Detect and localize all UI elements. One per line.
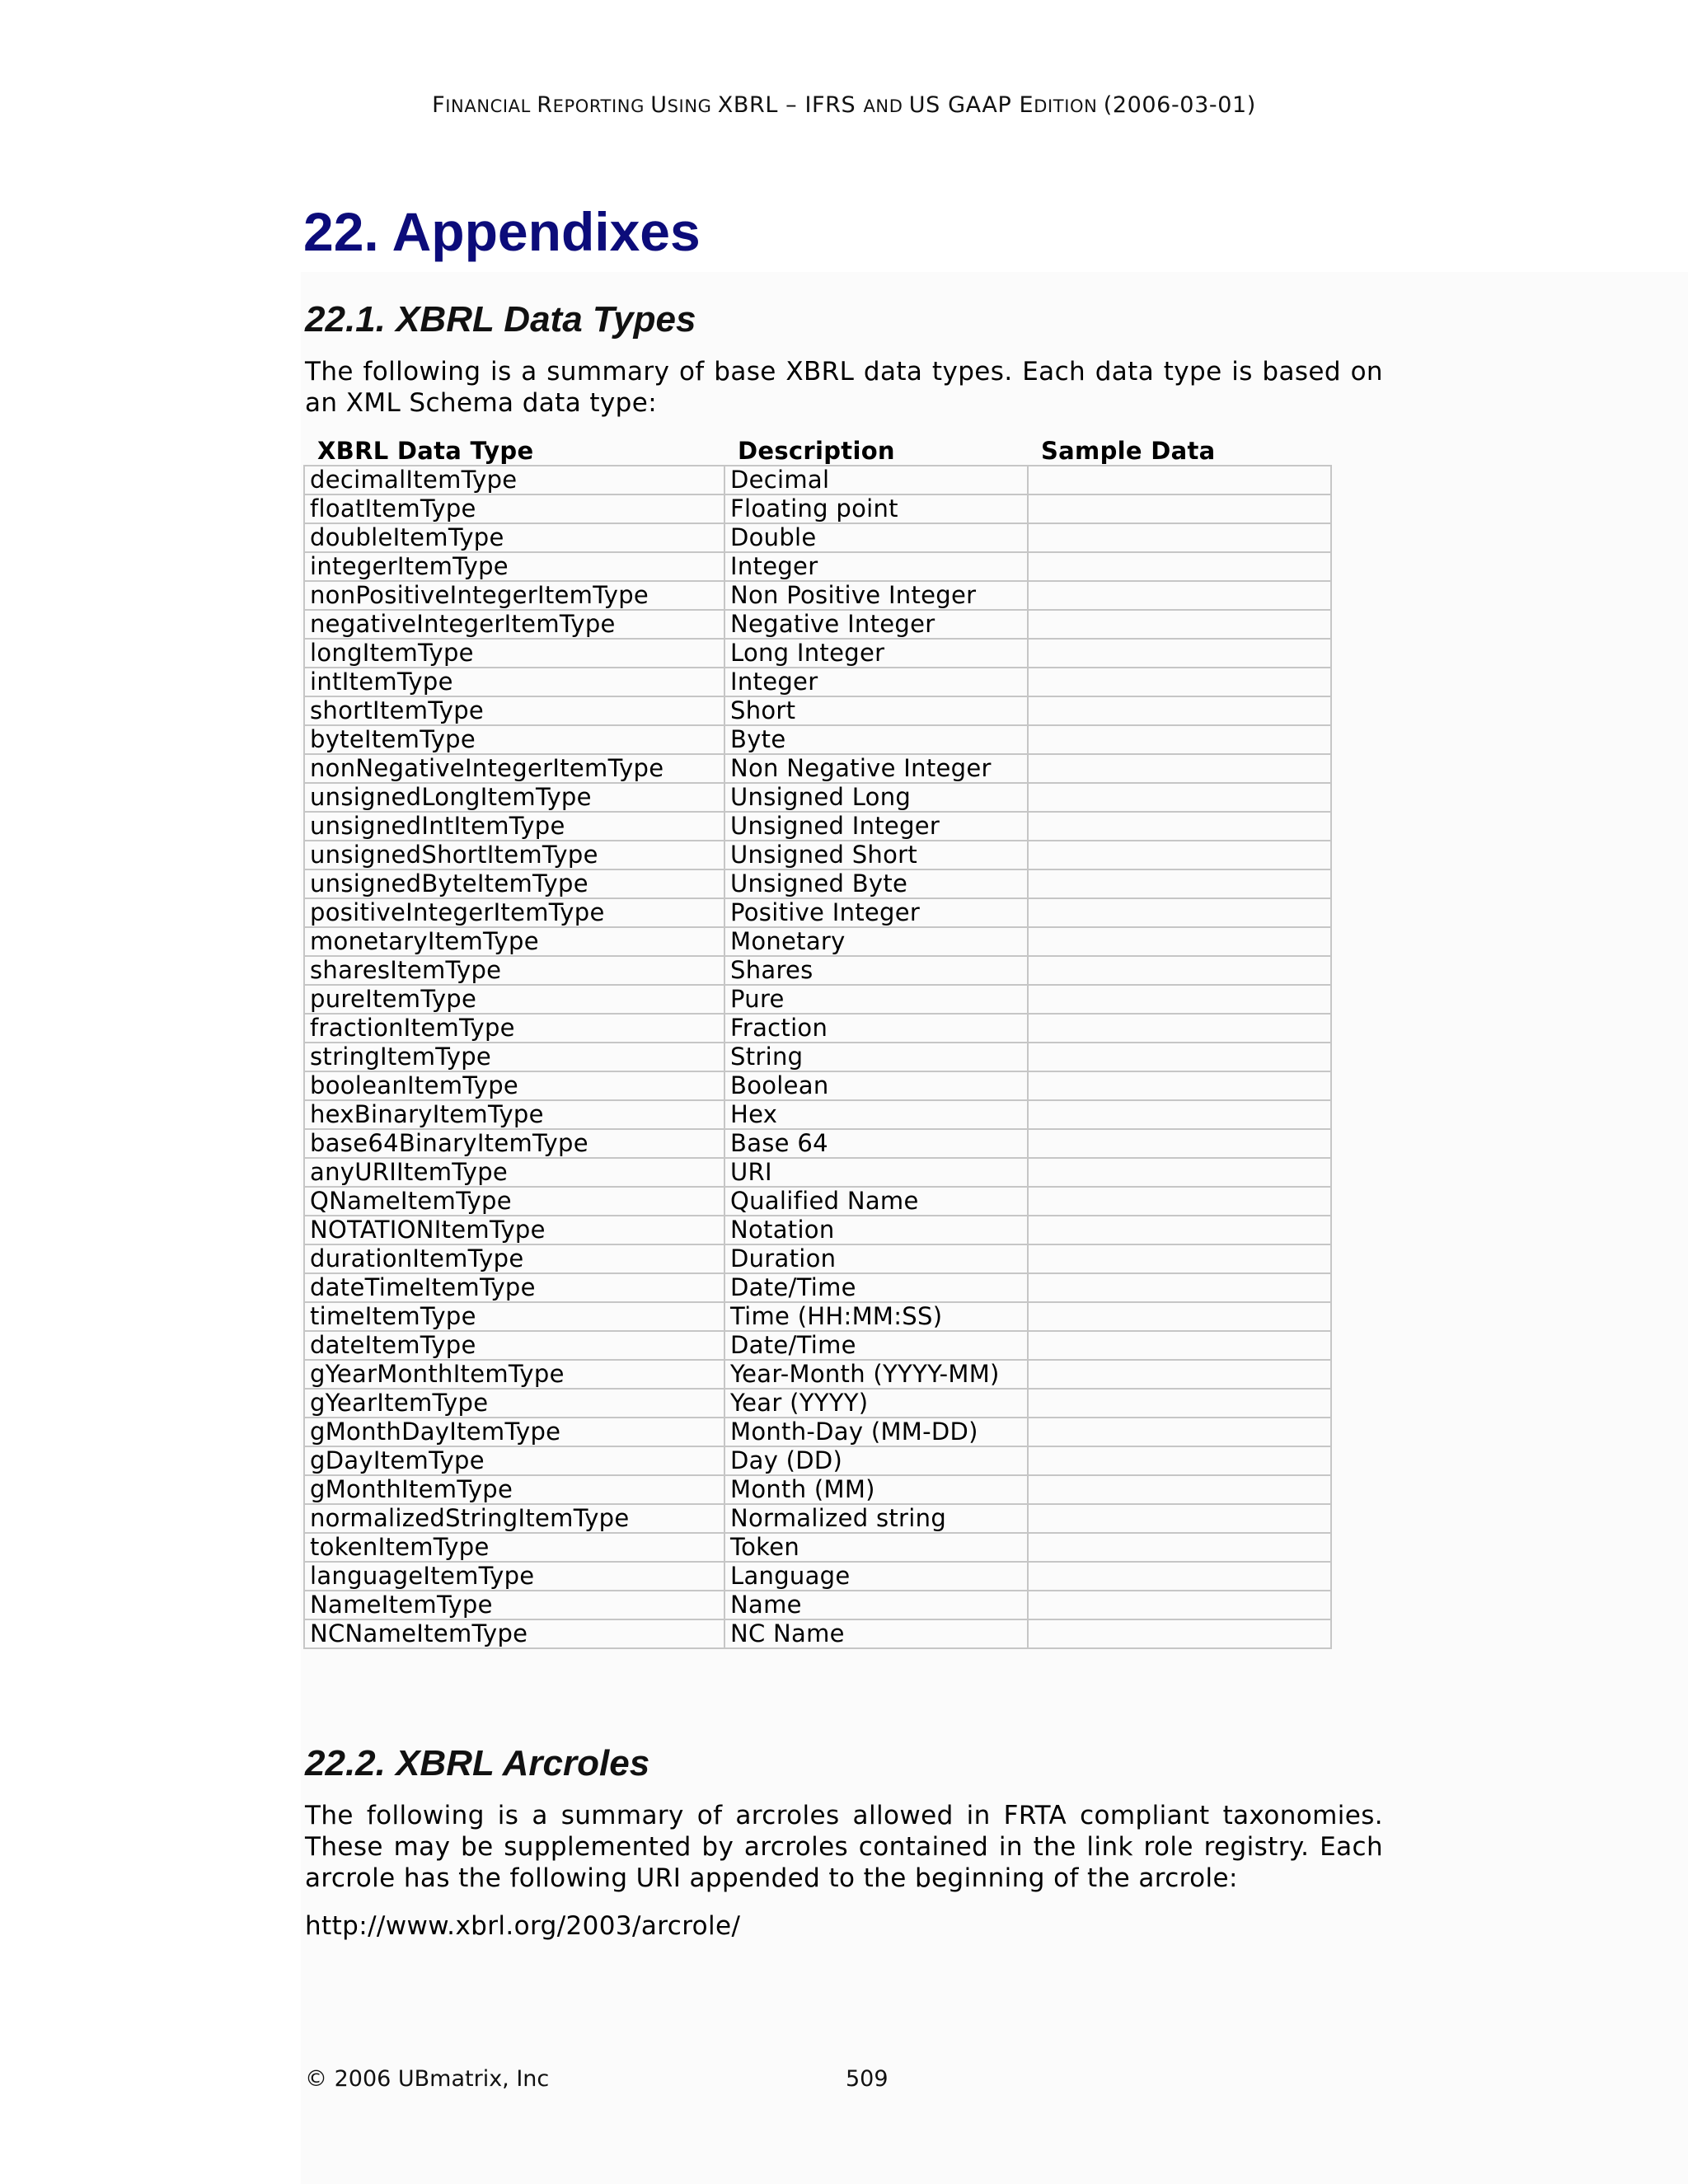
cell-data-type: dateTimeItemType [304,1273,724,1302]
cell-data-type: sharesItemType [304,956,724,985]
table-row [304,898,1331,927]
cell-data-type: dateItemType [304,1331,724,1360]
section-title-data-types: 22.1. XBRL Data Types [305,299,696,340]
cell-description: Monetary [724,927,1028,956]
cell-sample-data [1028,1360,1331,1389]
table-row [304,783,1331,812]
table-row [304,1475,1331,1504]
cell-data-type: monetaryItemType [304,927,724,956]
cell-sample-data [1028,1591,1331,1619]
cell-data-type: floatItemType [304,494,724,523]
table-row [304,812,1331,841]
cell-sample-data [1028,1129,1331,1158]
cell-sample-data [1028,1071,1331,1100]
cell-sample-data [1028,869,1331,898]
cell-description: Pure [724,985,1028,1014]
table-row [304,581,1331,610]
cell-data-type: unsignedByteItemType [304,869,724,898]
cell-data-type: longItemType [304,639,724,668]
cell-description: URI [724,1158,1028,1187]
arcroles-intro: The following is a summary of arcroles allowed in FRTA compliant taxonomies. These may be supplemented by arcroles contained in the link role registry. Each arcrole has the following URI appended to the beginning of the arcrole: [305,1801,1383,1893]
data-types-intro: The following is a summary of base XBRL data types. Each data type is based on an XML Schema data type: [305,357,1383,418]
table-row [304,523,1331,552]
cell-data-type: unsignedShortItemType [304,841,724,869]
cell-sample-data [1028,552,1331,581]
cell-description: NC Name [724,1619,1028,1648]
cell-sample-data [1028,783,1331,812]
cell-description: Positive Integer [724,898,1028,927]
table-row [304,1331,1331,1360]
cell-data-type: NCNameItemType [304,1619,724,1648]
table-row [304,1187,1331,1216]
table-row [304,668,1331,696]
cell-data-type: unsignedIntItemType [304,812,724,841]
cell-data-type: nonPositiveIntegerItemType [304,581,724,610]
header-text-part: DITION [1034,96,1104,116]
cell-sample-data [1028,1216,1331,1244]
cell-sample-data [1028,466,1331,494]
cell-sample-data [1028,1331,1331,1360]
footer-page-number: 509 [846,2066,889,2092]
chapter-title: 22. Appendixes [303,201,701,262]
cell-sample-data [1028,1475,1331,1504]
table-row [304,639,1331,668]
table-row [304,1619,1331,1648]
cell-description: Notation [724,1216,1028,1244]
cell-data-type: gDayItemType [304,1446,724,1475]
cell-data-type: shortItemType [304,696,724,725]
cell-description: Negative Integer [724,610,1028,639]
cell-sample-data [1028,1014,1331,1043]
cell-sample-data [1028,1418,1331,1446]
cell-data-type: tokenItemType [304,1533,724,1562]
table-row [304,956,1331,985]
cell-data-type: fractionItemType [304,1014,724,1043]
cell-description: Date/Time [724,1273,1028,1302]
table-row [304,552,1331,581]
cell-data-type: gMonthItemType [304,1475,724,1504]
cell-description: Qualified Name [724,1187,1028,1216]
cell-sample-data [1028,841,1331,869]
cell-description: Date/Time [724,1331,1028,1360]
cell-data-type: base64BinaryItemType [304,1129,724,1158]
cell-sample-data [1028,1187,1331,1216]
cell-description: Normalized string [724,1504,1028,1533]
cell-description: Fraction [724,1014,1028,1043]
cell-description: Year-Month (YYYY-MM) [724,1360,1028,1389]
table-row [304,927,1331,956]
cell-description: Boolean [724,1071,1028,1100]
table-row [304,725,1331,754]
cell-data-type: byteItemType [304,725,724,754]
cell-sample-data [1028,1244,1331,1273]
column-header-type: XBRL Data Type [317,437,534,465]
table-row [304,466,1331,494]
cell-description: Unsigned Short [724,841,1028,869]
cell-description: Year (YYYY) [724,1389,1028,1418]
cell-description: Day (DD) [724,1446,1028,1475]
data-types-table-body [304,466,1331,1648]
cell-description: Long Integer [724,639,1028,668]
table-row [304,985,1331,1014]
table-row [304,1100,1331,1129]
table-row [304,696,1331,725]
cell-description: Name [724,1591,1028,1619]
cell-data-type: hexBinaryItemType [304,1100,724,1129]
table-row [304,1129,1331,1158]
cell-description: Hex [724,1100,1028,1129]
header-text-part: (2006-03-01) [1103,92,1256,118]
cell-description: Base 64 [724,1129,1028,1158]
cell-sample-data [1028,985,1331,1014]
cell-data-type: timeItemType [304,1302,724,1331]
cell-data-type: pureItemType [304,985,724,1014]
cell-sample-data [1028,725,1331,754]
header-text-part: AND [863,96,909,116]
cell-description: Month (MM) [724,1475,1028,1504]
cell-sample-data [1028,754,1331,783]
cell-sample-data [1028,1043,1331,1071]
header-text-part: F [432,92,446,118]
cell-description: Floating point [724,494,1028,523]
header-text-part: R [537,92,553,118]
cell-description: Month-Day (MM-DD) [724,1418,1028,1446]
table-row [304,610,1331,639]
table-row [304,1014,1331,1043]
cell-sample-data [1028,1158,1331,1187]
cell-description: String [724,1043,1028,1071]
table-row [304,1591,1331,1619]
cell-data-type: NOTATIONItemType [304,1216,724,1244]
cell-sample-data [1028,696,1331,725]
cell-sample-data [1028,956,1331,985]
cell-sample-data [1028,1273,1331,1302]
cell-description: Byte [724,725,1028,754]
data-types-table [303,435,1332,1649]
cell-data-type: NameItemType [304,1591,724,1619]
table-row [304,1043,1331,1071]
cell-sample-data [1028,610,1331,639]
cell-data-type: durationItemType [304,1244,724,1273]
section-title-arcroles: 22.2. XBRL Arcroles [305,1743,650,1783]
cell-description: Unsigned Integer [724,812,1028,841]
cell-data-type: unsignedLongItemType [304,783,724,812]
header-text-part: US GAAP E [908,92,1034,118]
cell-data-type: gMonthDayItemType [304,1418,724,1446]
cell-sample-data [1028,1562,1331,1591]
cell-sample-data [1028,1446,1331,1475]
cell-sample-data [1028,1619,1331,1648]
cell-description: Unsigned Long [724,783,1028,812]
table-row [304,841,1331,869]
cell-sample-data [1028,668,1331,696]
cell-description: Unsigned Byte [724,869,1028,898]
cell-data-type: gYearItemType [304,1389,724,1418]
cell-sample-data [1028,812,1331,841]
table-row [304,754,1331,783]
cell-data-type: positiveIntegerItemType [304,898,724,927]
cell-data-type: doubleItemType [304,523,724,552]
table-row [304,1158,1331,1187]
cell-sample-data [1028,639,1331,668]
table-row [304,1216,1331,1244]
footer-copyright: © 2006 UBmatrix, Inc [305,2066,550,2092]
column-header-sample: Sample Data [1041,437,1216,465]
table-row [304,1360,1331,1389]
cell-description: Non Negative Integer [724,754,1028,783]
cell-description: Decimal [724,466,1028,494]
header-text-part: INANCIAL [445,96,537,116]
table-row [304,1533,1331,1562]
header-text-part: SING [667,96,718,116]
cell-data-type: languageItemType [304,1562,724,1591]
table-row [304,1071,1331,1100]
column-header-description: Description [738,437,895,465]
cell-data-type: gYearMonthItemType [304,1360,724,1389]
cell-sample-data [1028,523,1331,552]
table-header-row [304,435,1331,466]
table-row [304,1389,1331,1418]
cell-sample-data [1028,581,1331,610]
table-row [304,1562,1331,1591]
cell-description: Shares [724,956,1028,985]
cell-sample-data [1028,1504,1331,1533]
arcrole-base-url: http://www.xbrl.org/2003/arcrole/ [305,1911,741,1941]
cell-data-type: decimalItemType [304,466,724,494]
cell-description: Time (HH:MM:SS) [724,1302,1028,1331]
cell-sample-data [1028,927,1331,956]
table-row [304,1244,1331,1273]
header-text-part: XBRL – IFRS [717,92,864,118]
cell-description: Integer [724,668,1028,696]
cell-sample-data [1028,898,1331,927]
table-row [304,494,1331,523]
cell-description: Short [724,696,1028,725]
cell-data-type: stringItemType [304,1043,724,1071]
running-header [0,92,1688,118]
header-text-part: U [650,92,668,118]
cell-data-type: booleanItemType [304,1071,724,1100]
cell-data-type: intItemType [304,668,724,696]
table-row [304,1302,1331,1331]
header-text-part: EPORTING [552,96,651,116]
cell-description: Language [724,1562,1028,1591]
cell-description: Token [724,1533,1028,1562]
cell-description: Non Positive Integer [724,581,1028,610]
cell-data-type: integerItemType [304,552,724,581]
cell-data-type: normalizedStringItemType [304,1504,724,1533]
cell-data-type: nonNegativeIntegerItemType [304,754,724,783]
table-row [304,1446,1331,1475]
table-row [304,1418,1331,1446]
cell-data-type: negativeIntegerItemType [304,610,724,639]
cell-sample-data [1028,1389,1331,1418]
cell-data-type: anyURIItemType [304,1158,724,1187]
cell-description: Duration [724,1244,1028,1273]
cell-sample-data [1028,494,1331,523]
cell-sample-data [1028,1533,1331,1562]
cell-data-type: QNameItemType [304,1187,724,1216]
table-row [304,1273,1331,1302]
cell-sample-data [1028,1100,1331,1129]
cell-description: Integer [724,552,1028,581]
table-row [304,1504,1331,1533]
cell-description: Double [724,523,1028,552]
cell-sample-data [1028,1302,1331,1331]
table-row [304,869,1331,898]
